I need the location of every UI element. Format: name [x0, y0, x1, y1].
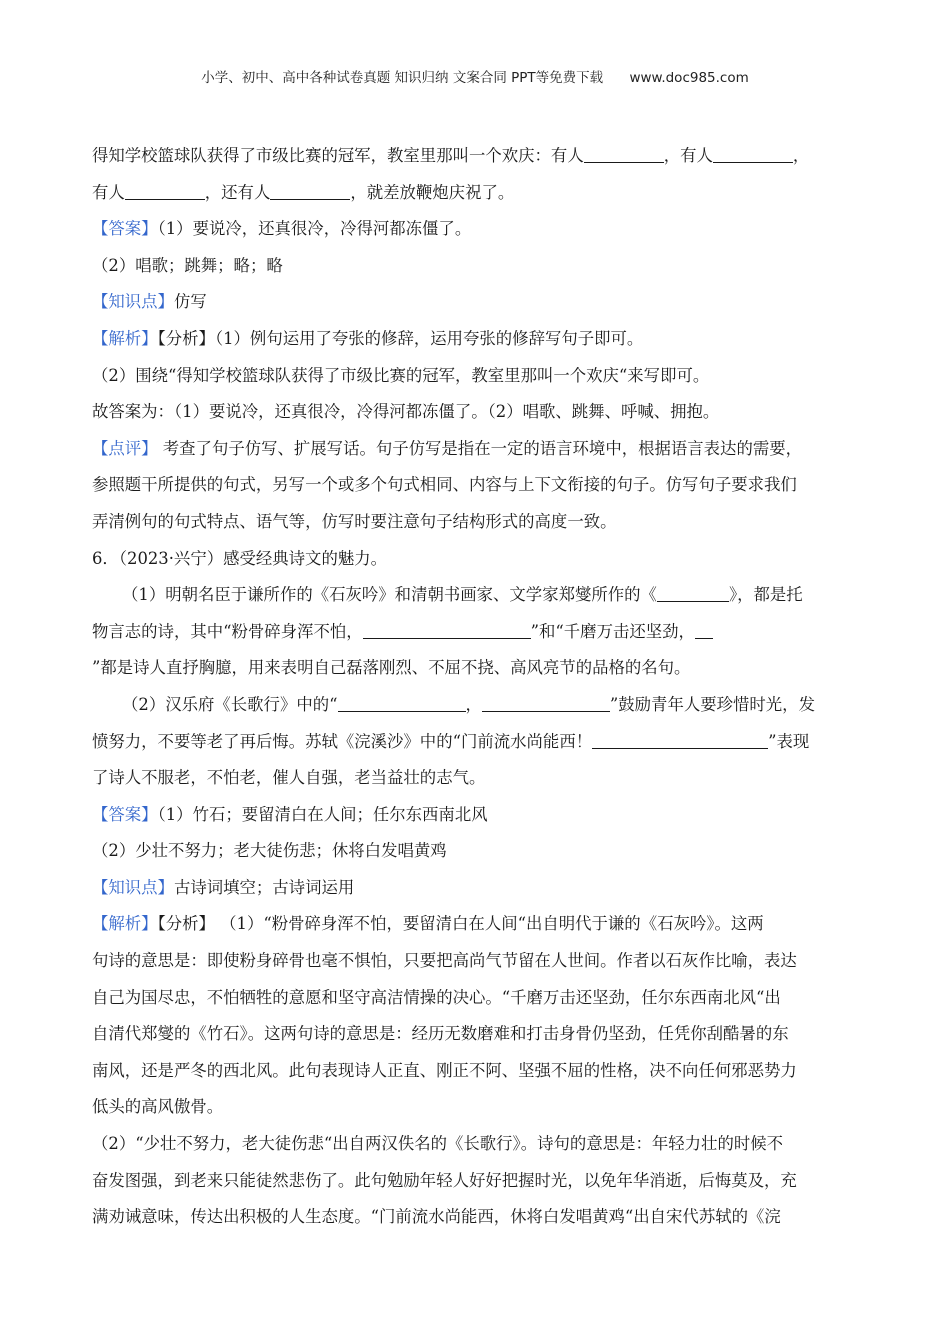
q5-line-1: 得知学校篮球队获得了市级比赛的冠军，教室里那叫一个欢庆：有人 ，有人 ，	[92, 146, 810, 165]
page-header	[0, 66, 950, 86]
fill-blank	[482, 694, 610, 712]
knowledge-tag: 【知识点】	[92, 877, 174, 897]
q6-answer-1: 【答案】（1）竹石；要留清白在人间；任尔东西南北风	[92, 804, 488, 824]
analysis-tag: 【解析】	[92, 914, 158, 934]
fill-blank	[363, 621, 531, 639]
q5-final-answer: 故答案为：（1）要说冷，还真很冷，冷得河都冻僵了。（2）唱歌、跳舞、呼喊、拥抱。	[92, 402, 720, 422]
q5-answer-2: （2）唱歌；跳舞；略；略	[92, 255, 283, 275]
header-text: 小学、初中、高中各种试卷真题 知识归纳 文案合同 PPT等免费下载	[201, 70, 604, 86]
q5-answer-1: 【答案】（1）要说冷，还真很冷，冷得河都冻僵了。	[92, 219, 472, 239]
fill-blank	[270, 181, 350, 199]
q5-comment-2: 参照题干所提供的句式，另写一个或多个句式相同、内容与上下文衔接的句子。仿写句子要求我们	[92, 475, 797, 495]
knowledge-tag: 【知识点】	[92, 292, 174, 312]
fill-blank	[592, 730, 768, 748]
q6-analysis-8: 奋发图强，到老来只能徒然悲伤了。此句勉励年轻人好好把握时光，以免年华消逝，后悔莫及，充	[92, 1170, 797, 1190]
q6-analysis-9: 满劝诫意味，传达出积极的人生态度。“门前流水尚能西，休将白发唱黄鸡“出自宋代苏轼的《浣	[92, 1207, 781, 1227]
fill-blank	[657, 584, 729, 602]
answer-tag: 【答案】	[92, 804, 158, 824]
document-body	[92, 138, 867, 1236]
q5-analysis-2: （2）围绕“得知学校篮球队获得了市级比赛的冠军，教室里那叫一个欢庆“来写即可。	[92, 365, 710, 385]
analysis-tag: 【解析】	[92, 328, 158, 348]
q6-analysis-3: 自己为国尽忠，不怕牺牲的意愿和坚守高洁情操的决心。“千磨万击还坚劲，任尔东西南北风“出	[92, 987, 781, 1007]
fill-blank	[125, 181, 205, 199]
q6-part2-line-2: 愤努力，不要等老了再后悔。苏轼《浣溪沙》中的“门前流水尚能西！ ”表现	[92, 731, 810, 751]
q6-analysis-1: 【解析】【分析】 （1）“粉骨碎身浑不怕，要留清白在人间“出自明代于谦的《石灰吟》。这两	[92, 914, 764, 934]
header-site: www.doc985.com	[629, 70, 749, 86]
q5-line-2: 有人 ，还有人 ，就差放鞭炮庆祝了。	[92, 182, 515, 202]
answer-tag: 【答案】	[92, 219, 158, 239]
q5-analysis-1: 【解析】【分析】（1）例句运用了夸张的修辞，运用夸张的修辞写句子即可。	[92, 328, 644, 348]
fill-blank	[338, 694, 466, 712]
q6-analysis-6: 低头的高风傲骨。	[92, 1097, 224, 1117]
q5-knowledge: 【知识点】仿写	[92, 292, 207, 312]
comment-tag: 【点评】	[92, 438, 158, 458]
q6-part1-line-3: ”都是诗人直抒胸臆，用来表明自己磊落刚烈、不屈不挠、高风亮节的品格的名句。	[92, 658, 691, 678]
fill-blank	[584, 145, 664, 163]
q6-analysis-4: 自清代郑燮的《竹石》。这两句诗的意思是：经历无数磨难和打击身骨仍坚劲，任凭你刮酷暑的东	[92, 1024, 789, 1044]
q6-analysis-5: 南风，还是严冬的西北风。此句表现诗人正直、刚正不阿、坚强不屈的性格，决不向任何邪恶势力	[92, 1060, 797, 1080]
q6-analysis-7: （2）“少壮不努力，老大徒伤悲“出自两汉佚名的《长歌行》。诗句的意思是：年轻力壮的时候不	[92, 1134, 784, 1154]
fill-blank	[695, 621, 713, 639]
q6-part1-line-1: （1）明朝名臣于谦所作的《石灰吟》和清朝书画家、文学家郑燮所作的《 》，都是托	[122, 585, 803, 605]
q5-comment-1: 【点评】 考查了句子仿写、扩展写话。句子仿写是指在一定的语言环境中，根据语言表达的需要，	[92, 438, 803, 458]
q5-comment-3: 弄清例句的句式特点、语气等，仿写时要注意句子结构形式的高度一致。	[92, 511, 617, 531]
q6-answer-2: （2）少壮不努力；老大徒伤悲；休将白发唱黄鸡	[92, 841, 447, 861]
q6-knowledge: 【知识点】古诗词填空；古诗词运用	[92, 877, 355, 897]
q6-part2-line-3: 了诗人不服老，不怕老，催人自强，老当益壮的志气。	[92, 768, 486, 788]
fill-blank	[713, 145, 793, 163]
q6-part1-line-2: 物言志的诗，其中“粉骨碎身浑不怕， ”和“千磨万击还坚劲，	[92, 614, 867, 651]
q6-analysis-2: 句诗的意思是：即使粉身碎骨也毫不惧怕，只要把高尚气节留在人世间。作者以石灰作比喻，表达	[92, 951, 797, 971]
q6-part2-line-1: （2）汉乐府《长歌行》中的“ ， ”鼓励青年人要珍惜时光，发	[122, 694, 815, 714]
q6-title: 6．（2023·兴宁）感受经典诗文的魅力。	[92, 548, 388, 568]
